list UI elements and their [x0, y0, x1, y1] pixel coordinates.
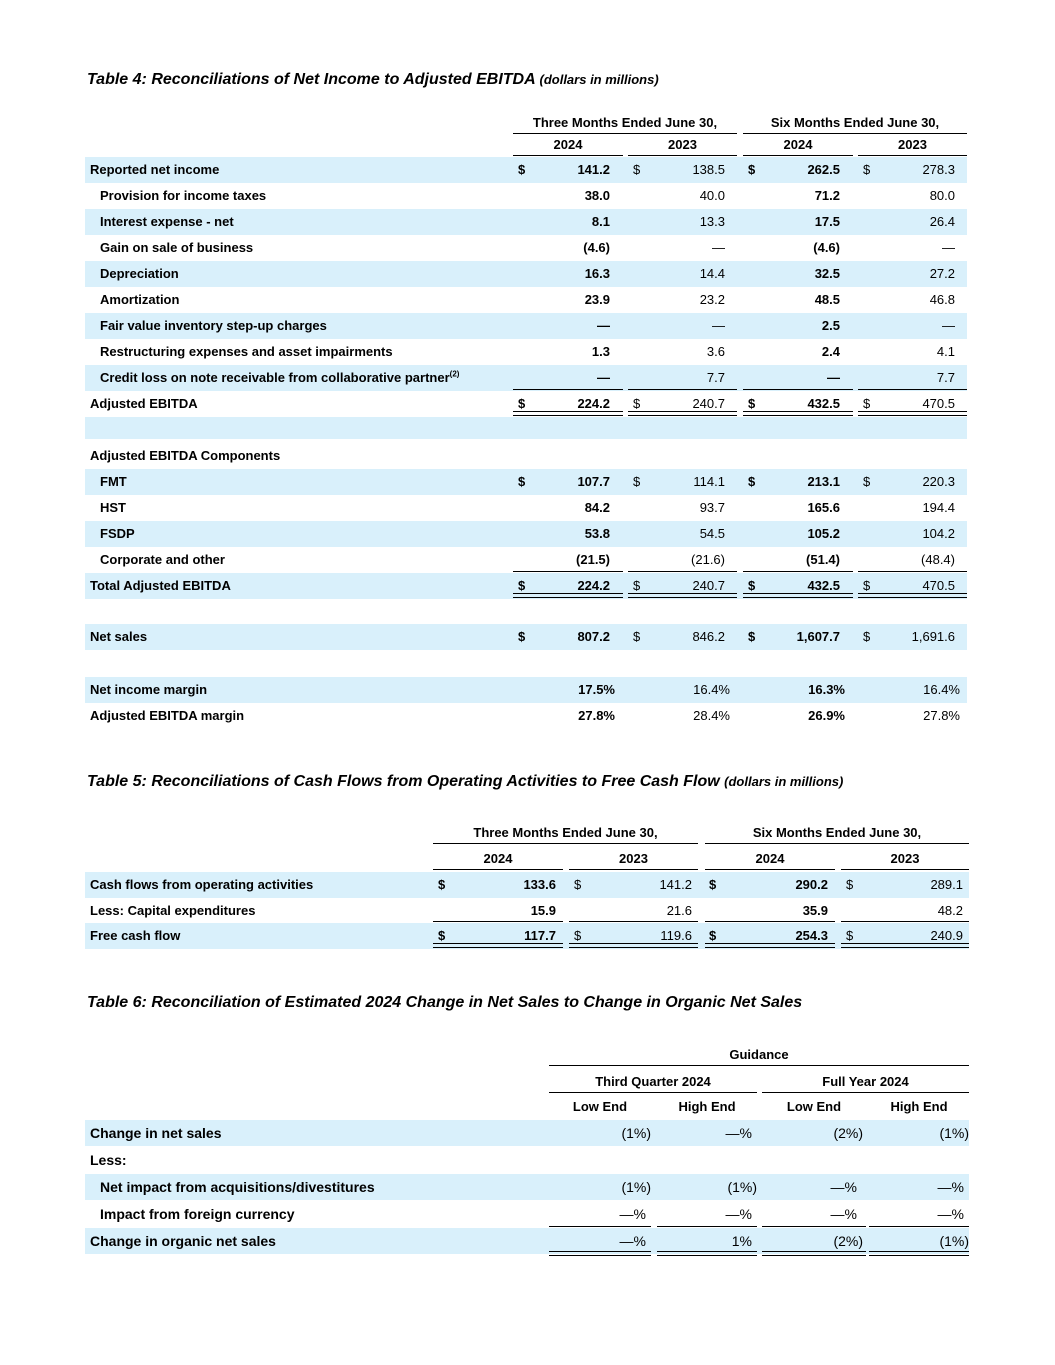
dollar-sign: $	[709, 877, 717, 892]
divider	[705, 921, 835, 922]
dollar-sign: $	[633, 474, 641, 489]
double-underline	[657, 1251, 757, 1256]
dollar-sign: $	[863, 578, 871, 593]
divider	[869, 1226, 969, 1227]
t4-row-interest-expense: Interest expense - net 8.1 13.3 17.5 26.4	[85, 209, 967, 235]
t6-row-change-net-sales: Change in net sales (1%) —% (2%) (1%)	[85, 1120, 969, 1146]
t5-header-six-months: Six Months Ended June 30,	[705, 823, 969, 844]
dollar-sign: $	[438, 928, 446, 943]
t4-row-fair-value-step-up: Fair value inventory step-up charges — — 2.5 —	[85, 313, 967, 339]
dollar-sign: $	[518, 162, 526, 177]
divider	[657, 1226, 757, 1227]
t4-row-corporate-other: Corporate and other (21.5) (21.6) (51.4) (48.4)	[100, 552, 955, 567]
divider	[569, 921, 698, 922]
dollar-sign: $	[518, 578, 526, 593]
double-underline	[841, 943, 969, 948]
divider	[841, 921, 969, 922]
dollar-sign: $	[863, 629, 871, 644]
dollar-sign: $	[748, 578, 756, 593]
t4-row-amortization: Amortization 23.9 23.2 48.5 46.8	[100, 292, 955, 307]
t4-row-total-adjusted-ebitda: Total Adjusted EBITDA $ 224.2 $ 240.7 $ 432.5 $ 470.5	[85, 573, 967, 599]
t4-row-reported-net-income: Reported net income $ 141.2 $ 138.5 $ 262.5 $ 278.3	[85, 157, 967, 183]
t4-header-year: 2024	[743, 135, 853, 156]
divider	[743, 389, 853, 390]
double-underline	[513, 411, 623, 416]
double-underline	[569, 943, 698, 948]
t6-header-third-quarter: Third Quarter 2024	[549, 1072, 757, 1093]
dollar-sign: $	[633, 578, 641, 593]
t4-row-fmt: FMT $ 107.7 $ 114.1 $ 213.1 $ 220.3	[85, 469, 967, 495]
t4-header-six-months: Six Months Ended June 30,	[743, 113, 967, 134]
dollar-sign: $	[633, 629, 641, 644]
t6-row-organic-net-sales: Change in organic net sales —% 1% (2%) (1%)	[85, 1228, 969, 1254]
t6-row-less: Less:	[90, 1152, 127, 1168]
t4-row-net-income-margin: Net income margin 17.5% 16.4% 16.3% 16.4%	[85, 677, 967, 703]
dollar-sign: $	[863, 396, 871, 411]
divider	[513, 389, 623, 390]
divider	[858, 571, 967, 572]
t6-header-low-end: Low End	[572, 1099, 628, 1114]
t6-header-high-end: High End	[890, 1099, 948, 1114]
t6-header-high-end: High End	[678, 1099, 736, 1114]
t4-row-hst: HST 84.2 93.7 165.6 194.4	[100, 500, 955, 515]
double-underline	[869, 1251, 969, 1256]
dollar-sign: $	[438, 877, 446, 892]
t6-header-guidance: Guidance	[549, 1045, 969, 1066]
double-underline	[762, 1251, 866, 1256]
dollar-sign: $	[709, 928, 717, 943]
dollar-sign: $	[518, 474, 526, 489]
double-underline	[743, 411, 853, 416]
t4-row-depreciation: Depreciation 16.3 14.4 32.5 27.2	[85, 261, 967, 287]
dollar-sign: $	[846, 928, 854, 943]
t4-row-adjusted-ebitda-margin: Adjusted EBITDA margin 27.8% 28.4% 26.9% 27.8%	[90, 708, 960, 723]
t5-header-year: 2023	[569, 849, 698, 870]
t5-header-year: 2024	[705, 849, 835, 870]
t5-row-free-cash-flow: Free cash flow $ 117.7 $ 119.6 $ 254.3 $ 240.9	[85, 923, 969, 949]
t5-header-year: 2023	[841, 849, 969, 870]
t5-header-three-months: Three Months Ended June 30,	[433, 823, 698, 844]
dollar-sign: $	[863, 474, 871, 489]
double-underline	[549, 1251, 651, 1256]
dollar-sign: $	[518, 396, 526, 411]
double-underline	[628, 593, 737, 598]
divider	[433, 921, 563, 922]
t4-row-gain-on-sale: Gain on sale of business (4.6) — (4.6) —	[100, 240, 955, 255]
dollar-sign: $	[748, 629, 756, 644]
dollar-sign: $	[863, 162, 871, 177]
double-underline	[705, 943, 835, 948]
t4-row-components-header: Adjusted EBITDA Components	[90, 448, 281, 463]
t4-row-fsdp: FSDP 53.8 54.5 105.2 104.2	[85, 521, 967, 547]
t6-row-foreign-currency: Impact from foreign currency —% —% —% —%	[100, 1206, 964, 1222]
dollar-sign: $	[633, 396, 641, 411]
t4-spacer-band	[85, 417, 967, 439]
double-underline	[858, 593, 967, 598]
divider	[858, 389, 967, 390]
t6-header-full-year: Full Year 2024	[762, 1072, 969, 1093]
t4-header-year: 2024	[513, 135, 623, 156]
double-underline	[628, 411, 737, 416]
dollar-sign: $	[748, 162, 756, 177]
t4-row-adjusted-ebitda: Adjusted EBITDA $ 224.2 $ 240.7 $ 432.5 $ 470.5	[85, 391, 967, 417]
double-underline	[433, 943, 563, 948]
table5-title: Table 5: Reconciliations of Cash Flows from Operating Activities to Free Cash Flow (dollars in millions)	[87, 773, 844, 790]
divider	[513, 571, 623, 572]
dollar-sign: $	[518, 629, 526, 644]
t4-header-year: 2023	[628, 135, 737, 156]
t4-row-restructuring: Restructuring expenses and asset impairments 1.3 3.6 2.4 4.1	[100, 344, 955, 359]
t5-row-operating-cash-flows: Cash flows from operating activities $ 133.6 $ 141.2 $ 290.2 $ 289.1	[85, 872, 969, 898]
t4-header-three-months: Three Months Ended June 30,	[513, 113, 737, 134]
double-underline	[743, 593, 853, 598]
dollar-sign: $	[748, 396, 756, 411]
dollar-sign: $	[846, 877, 854, 892]
table6-title: Table 6: Reconciliation of Estimated 2024 Change in Net Sales to Change in Organic Net Sales	[87, 994, 803, 1011]
footnote-marker: (2)	[449, 369, 460, 379]
dollar-sign: $	[574, 877, 582, 892]
t5-row-capital-expenditures: Less: Capital expenditures 15.9 21.6 35.9 48.2	[90, 903, 963, 918]
t4-row-credit-loss: Credit loss on note receivable from collaborative partner$^{(2)}$ — 7.7 — 7.7	[85, 365, 967, 391]
dollar-sign: $	[574, 928, 582, 943]
divider	[762, 1226, 866, 1227]
t6-row-acquisitions: Net impact from acquisitions/divestitures (1%) (1%) —% —%	[85, 1174, 969, 1200]
t4-header-year: 2023	[858, 135, 967, 156]
dollar-sign: $	[748, 474, 756, 489]
divider	[628, 571, 737, 572]
divider	[743, 571, 853, 572]
table4-title: Table 4: Reconciliations of Net Income to Adjusted EBITDA (dollars in millions)	[87, 71, 659, 88]
dollar-sign: $	[633, 162, 641, 177]
double-underline	[513, 593, 623, 598]
divider	[549, 1226, 651, 1227]
t5-header-year: 2024	[433, 849, 563, 870]
double-underline	[858, 411, 967, 416]
t4-row-net-sales: Net sales $ 807.2 $ 846.2 $ 1,607.7 $ 1,691.6	[85, 624, 967, 650]
divider	[628, 389, 737, 390]
t4-row-provision-income-taxes: Provision for income taxes 38.0 40.0 71.2 80.0	[100, 188, 955, 203]
t6-header-low-end: Low End	[786, 1099, 842, 1114]
